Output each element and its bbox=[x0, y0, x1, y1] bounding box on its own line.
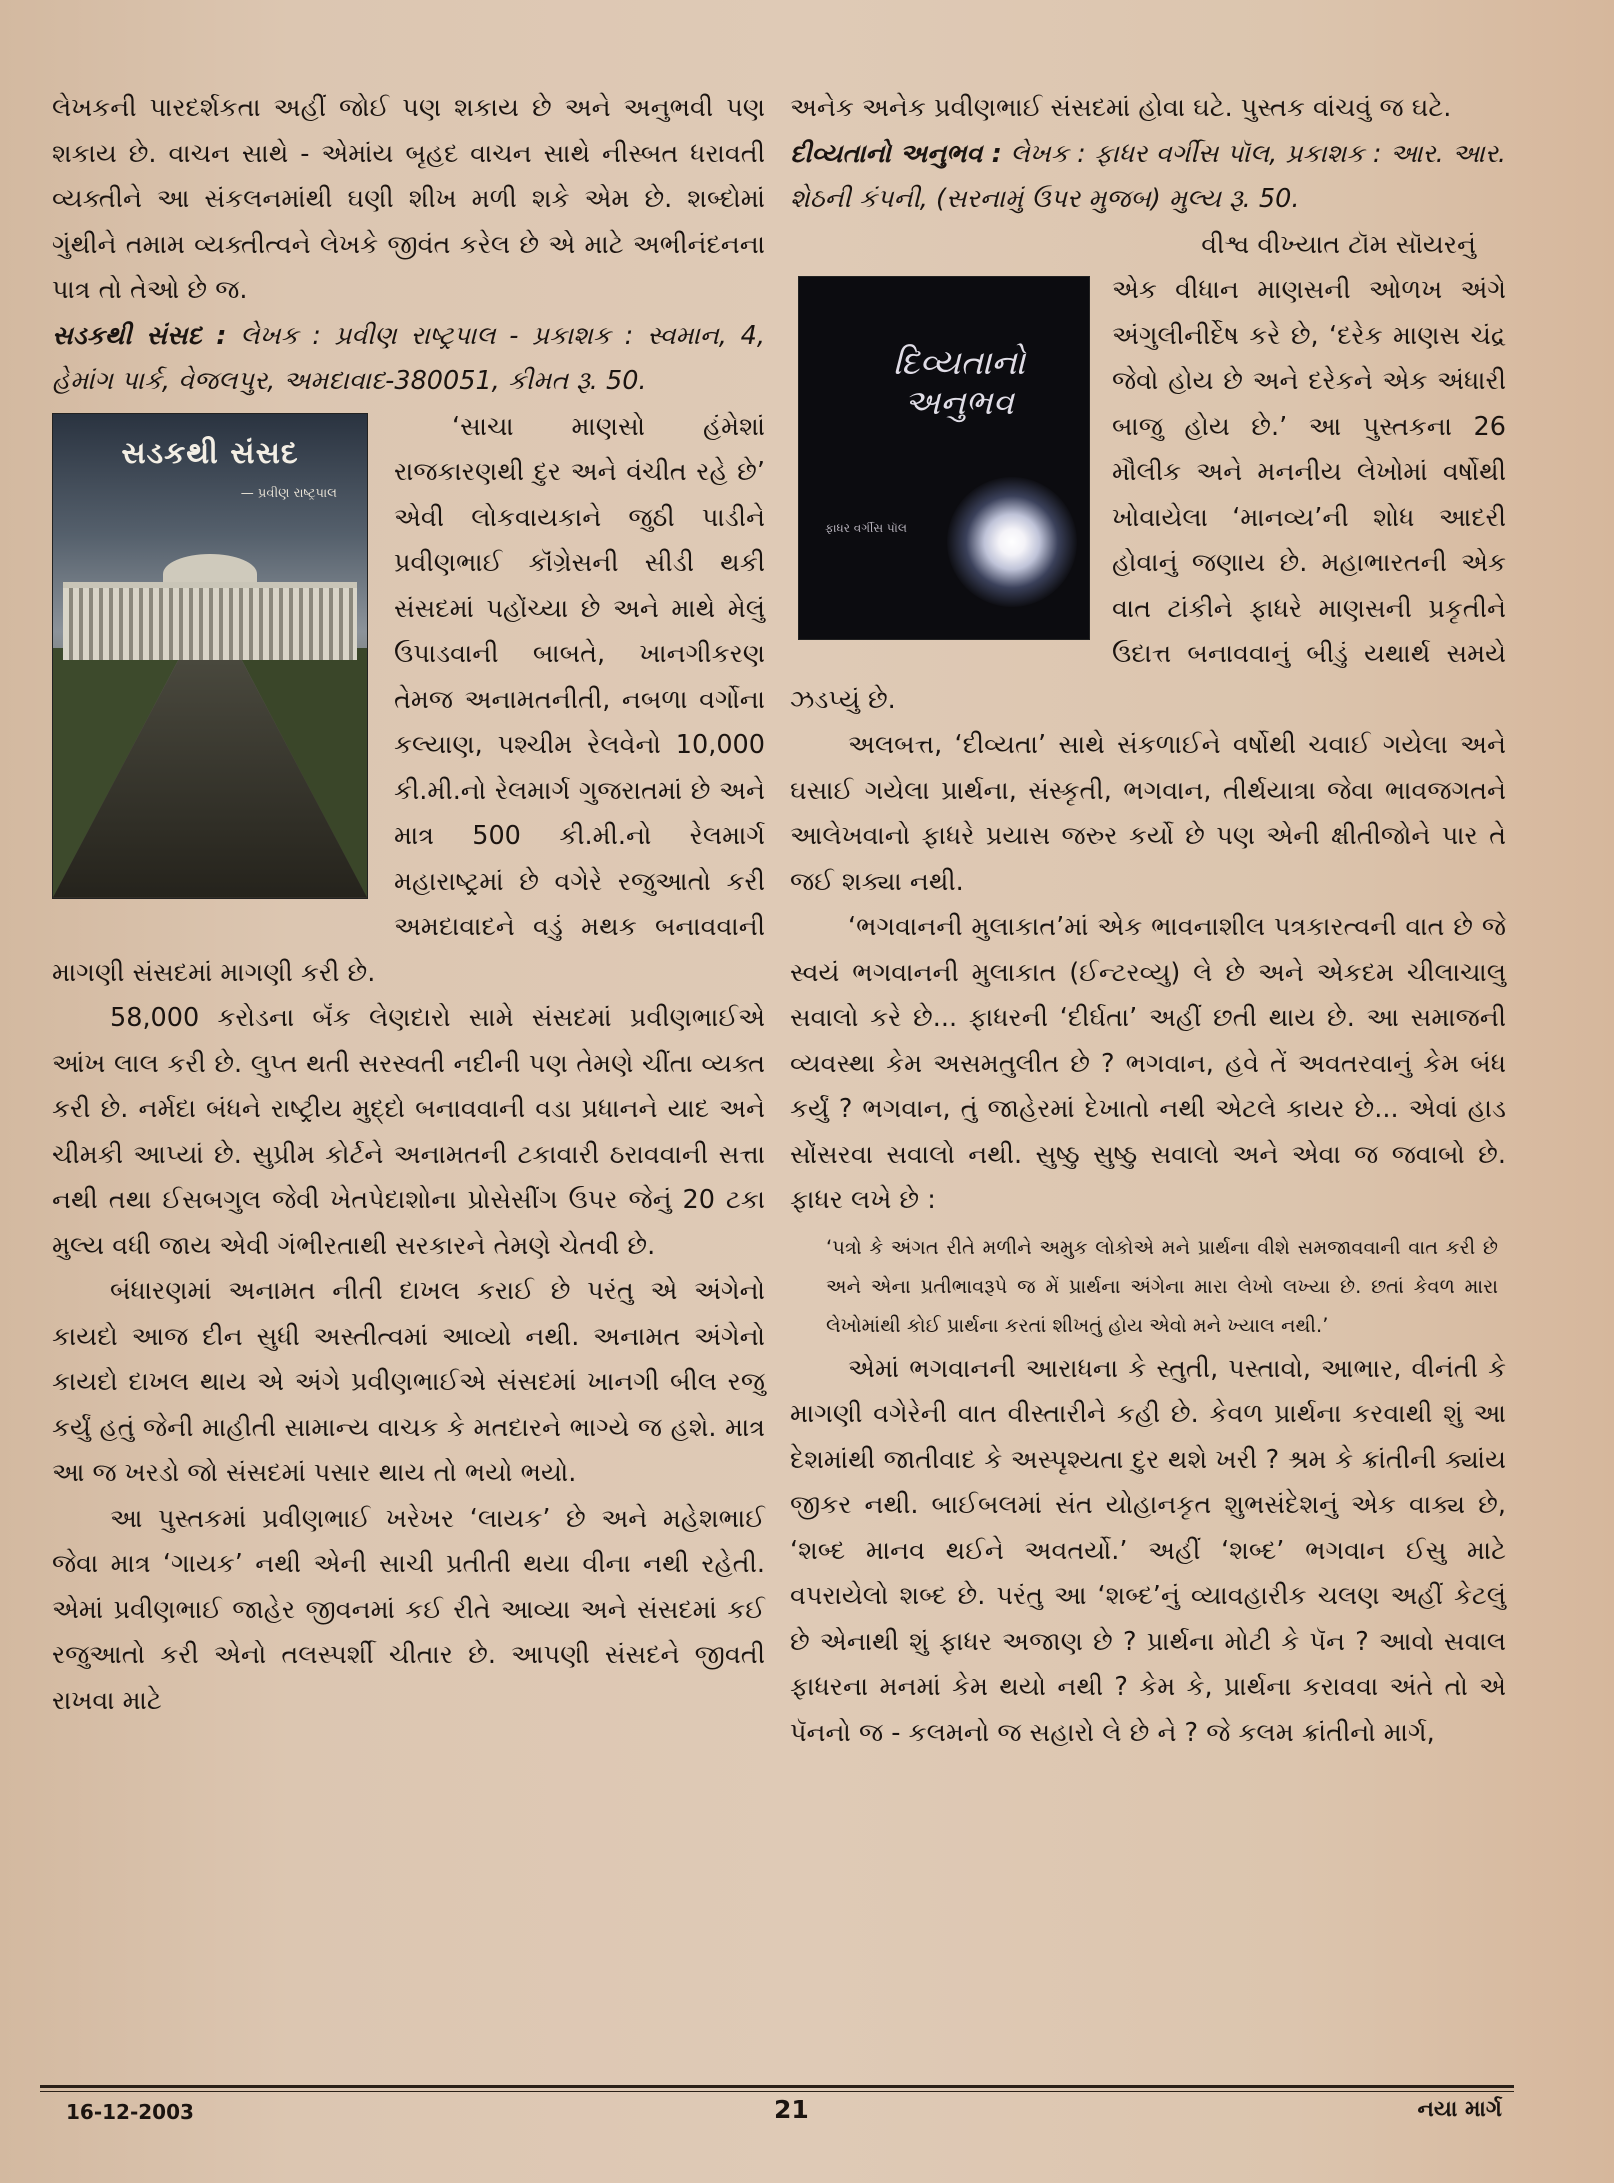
right-paragraph-2-lead: વીશ્વ વીખ્યાત ટૉમ સૉયરનું bbox=[1201, 229, 1476, 260]
footer-date: 16-12-2003 bbox=[66, 2100, 194, 2124]
footer-rule bbox=[40, 2085, 1514, 2088]
cover2-title: દિવ્યતાનો અનુભવ bbox=[892, 343, 1026, 423]
book1-citation bbox=[52, 314, 765, 405]
left-column bbox=[52, 86, 765, 1724]
right-column bbox=[790, 86, 1506, 1756]
book1-info: લેખક : પ્રવીણ રાષ્ટ્રપાલ - પ્રકાશક : સ્વમાન, 4, હેમાંગ પાર્ક, વેજલપુર, અમદાવાદ-380051, કીમત રૂ. 50. bbox=[52, 320, 765, 396]
moon-glow-image bbox=[947, 477, 1077, 607]
cover1-author: — પ્રવીણ રાષ્ટ્રપાલ bbox=[240, 485, 337, 501]
book-cover-sadakthi-sansad bbox=[52, 413, 368, 899]
book2-title: દીવ્યતાનો અનુભવ : bbox=[790, 138, 1002, 169]
right-paragraph-5: એમાં ભગવાનની આરાધના કે સ્તુતી, પસ્તાવો, આભાર, વીનંતી કે માગણી વગેરેની વાત વીસ્તારીને કહી છે. કેવળ પ્રાર્થના કરવાથી શું આ દેશમાંથી જાતીવાદ કે અસ્પૃશ્યતા દુર થશે ખરી ? શ્રમ કે ક્રાંતીની ક્યાંય જીકર નથી. બાઈબલમાં સંત યોહાનકૃત શુભસંદેશનું એક વાક્ય છે, ‘શબ્દ માનવ થઈને અવતર્યો.’ અહીં ‘શબ્દ’ ભગવાન ઈસુ માટે વપરાયેલો શબ્દ છે. પરંતુ આ ‘શબ્દ’નું વ્યાવહારીક ચલણ અહીં કેટલું છે એનાથી શું ફાધર અજાણ છે ? પ્રાર્થના મોટી કે પૅન ? આવો સવાલ ફાધરના મનમાં કેમ થયો નથી ? કેમ કે, પ્રાર્થના કરાવવા અંતે તો એ પૅનનો જ - કલમનો જ સહારો લે છે ને ? જે કલમ ક્રાંતીનો માર્ગ, bbox=[790, 1353, 1506, 1748]
left-paragraph-3: 58,000 કરોડના બૅંક લેણદારો સામે સંસદમાં પ્રવીણભાઈએ આંખ લાલ કરી છે. લુપ્ત થતી સરસ્વતી નદીની પણ તેમણે ચીંતા વ્યક્ત કરી છે. નર્મદા બંધને રાષ્ટ્રીય મુદ્દો બનાવવાની વડા પ્રધાનને યાદ અને ચીમકી આપ્યાં છે. સુપ્રીમ કોર્ટને અનામતની ટકાવારી ઠરાવવાની સત્તા નથી તથા ઈસબગુલ જેવી ખેતપેદાશોના પ્રોસેસીંગ ઉપર જેનું 20 ટકા મુલ્ય વધી જાય એવી ગંભીરતાથી સરકારને તેમણે ચેતવી છે. bbox=[52, 1003, 765, 1261]
right-paragraph-1: અનેક અનેક પ્રવીણભાઈ સંસદમાં હોવા ઘટે. પુસ્તક વાંચવું જ ઘટે. bbox=[790, 93, 1452, 123]
publication-name: નયા માર્ગ bbox=[1417, 2097, 1502, 2122]
book1-title: સડકથી સંસદ : bbox=[52, 320, 227, 351]
right-paragraph-3: અલબત્ત, ‘દીવ્યતા’ સાથે સંકળાઈને વર્ષોથી ચવાઈ ગયેલા અને ઘસાઈ ગયેલા પ્રાર્થના, સંસ્કૃતી, ભગવાન, તીર્થયાત્રા જેવા ભાવજગતને આલેખવાનો ફાધરે પ્રયાસ જરુર કર્યો છે પણ એની ક્ષીતીજોને પાર તે જઈ શક્યા નથી. bbox=[790, 730, 1506, 897]
right-paragraph-4: ‘ભગવાનની મુલાકાત’માં એક ભાવનાશીલ પત્રકારત્વની વાત છે જે સ્વયં ભગવાનની મુલાકાત (ઈન્ટરવ્યુ) લે છે અને એકદમ ચીલાચાલુ સવાલો કરે છે... ફાધરની ‘દીર્ઘતા’ અહીં છતી થાય છે. આ સમાજની વ્યવસ્થા કેમ અસમતુલીત છે ? ભગવાન, હવે તેં અવતરવાનું કેમ બંધ કર્યું ? ભગવાન, તું જાહેરમાં દેખાતો નથી એટલે કાયર છે... એવાં હાડ સોંસરવા સવાલો નથી. સુષ્ઠુ સુષ્ઠુ સવાલો અને એવા જ જવાબો છે. ફાધર લખે છે : bbox=[790, 912, 1506, 1215]
cover1-title: સડકથી સંસદ bbox=[121, 435, 299, 471]
right-paragraph-2: એક વીધાન માણસની ઓળખ અંગે અંગુલીનીર્દેષ કરે છે, ‘દરેક માણસ ચંદ્ર જેવો હોય છે અને દરેકને એક અંધારી બાજુ હોય છે.’ આ પુસ્તકના 26 મૌલીક અને મનનીય લેખોમાં વર્ષોથી ખોવાયેલા ‘માનવ્ય’ની શોધ આદરી હોવાનું જણાય છે. મહાભારતની એક વાત ટાંકીને ફાધરે માણસની પ્રકૃતીને ઉદાત્ત બનાવવાનું બીડું યથાર્થ સમયે ઝડપ્યું છે. bbox=[790, 275, 1506, 715]
footer-rule-thin bbox=[40, 2091, 1514, 2092]
left-paragraph-5: આ પુસ્તકમાં પ્રવીણભાઈ ખરેખર ‘લાયક’ છે અને મહેશભાઈ જેવા માત્ર ‘ગાયક’ નથી એની સાચી પ્રતીતી થયા વીના નથી રહેતી. એમાં પ્રવીણભાઈ જાહેર જીવનમાં કઈ રીતે આવ્યા અને સંસદમાં કઈ રજુઆતો કરી એનો તલસ્પર્શી ચીતાર છે. આપણી સંસદને જીવતી રાખવા માટે bbox=[52, 1503, 765, 1716]
book2-citation bbox=[790, 132, 1506, 223]
book2-info: લેખક : ફાધર વર્ગીસ પૉલ, પ્રકાશક : આર. આર. શેઠની કંપની, (સરનામું ઉપર મુજબ) મુલ્ય રૂ. 50. bbox=[790, 138, 1507, 214]
book-cover-divyatano-anubhav bbox=[798, 276, 1090, 640]
left-paragraph-1: લેખકની પારદર્શકતા અહીં જોઈ પણ શકાય છે અને અનુભવી પણ શકાય છે. વાચન સાથે - એમાંય બૃહદ વાચન સાથે નીસ્બત ધરાવતી વ્યક્તીને આ સંકલનમાંથી ઘણી શીખ મળી શકે એમ છે. શબ્દોમાં ગુંથીને તમામ વ્યક્તીત્વને લેખકે જીવંત કરેલ છે એ માટે અભીનંદનના પાત્ર તો તેઓ છે જ. bbox=[52, 93, 765, 305]
left-paragraph-4: બંધારણમાં અનામત નીતી દાખલ કરાઈ છે પરંતુ એ અંગેનો કાયદો આજ દીન સુધી અસ્તીત્વમાં આવ્યો નથી. અનામત અંગેનો કાયદો દાખલ થાય એ અંગે પ્રવીણભાઈએ સંસદમાં ખાનગી બીલ રજુ કર્યું હતું જેની માહીતી સામાન્ય વાચક કે મતદારને ભાગ્યે જ હશે. માત્ર આ જ ખરડો જો સંસદમાં પસાર થાય તો ભયો ભયો. bbox=[52, 1276, 765, 1488]
page-number: 21 bbox=[774, 2095, 809, 2124]
cover2-author: ફાધર વર્ગીસ પૉલ bbox=[825, 521, 907, 535]
left-paragraph-2: ‘સાચા માણસો હંમેશાં રાજકારણથી દુર અને વંચીત રહે છે’ એવી લોકવાયકાને જુઠી પાડીને પ્રવીણભાઈ કૉંગ્રેસની સીડી થકી સંસદમાં પહોંચ્યા છે અને માથે મેલું ઉપાડવાની બાબતે, ખાનગીકરણ તેમજ અનામતનીતી, નબળા વર્ગોના કલ્યાણ, પશ્ચીમ રેલવેનો 10,000 કી.મી.નો રેલમાર્ગ ગુજરાતમાં છે અને માત્ર 500 કી.મી.નો રેલમાર્ગ મહારાષ્ટ્રમાં છે વગેરે રજુઆતો કરી અમદાવાદને વડું મથક બનાવવાની માગણી સંસદમાં માગણી કરી છે. bbox=[52, 411, 765, 988]
block-quote: ‘પત્રો કે અંગત રીતે મળીને અમુક લોકોએ મને પ્રાર્થના વીશે સમજાવવાની વાત કરી છે અને એના પ્રતીભાવરૂપે જ મેં પ્રાર્થના અંગેના મારા લેખો લખ્યા છે. છતાં કેવળ મારા લેખોમાંથી કોઈ પ્રાર્થના કરતાં શીખતું હોય એવો મને ખ્યાલ નથી.’ bbox=[826, 1235, 1498, 1337]
